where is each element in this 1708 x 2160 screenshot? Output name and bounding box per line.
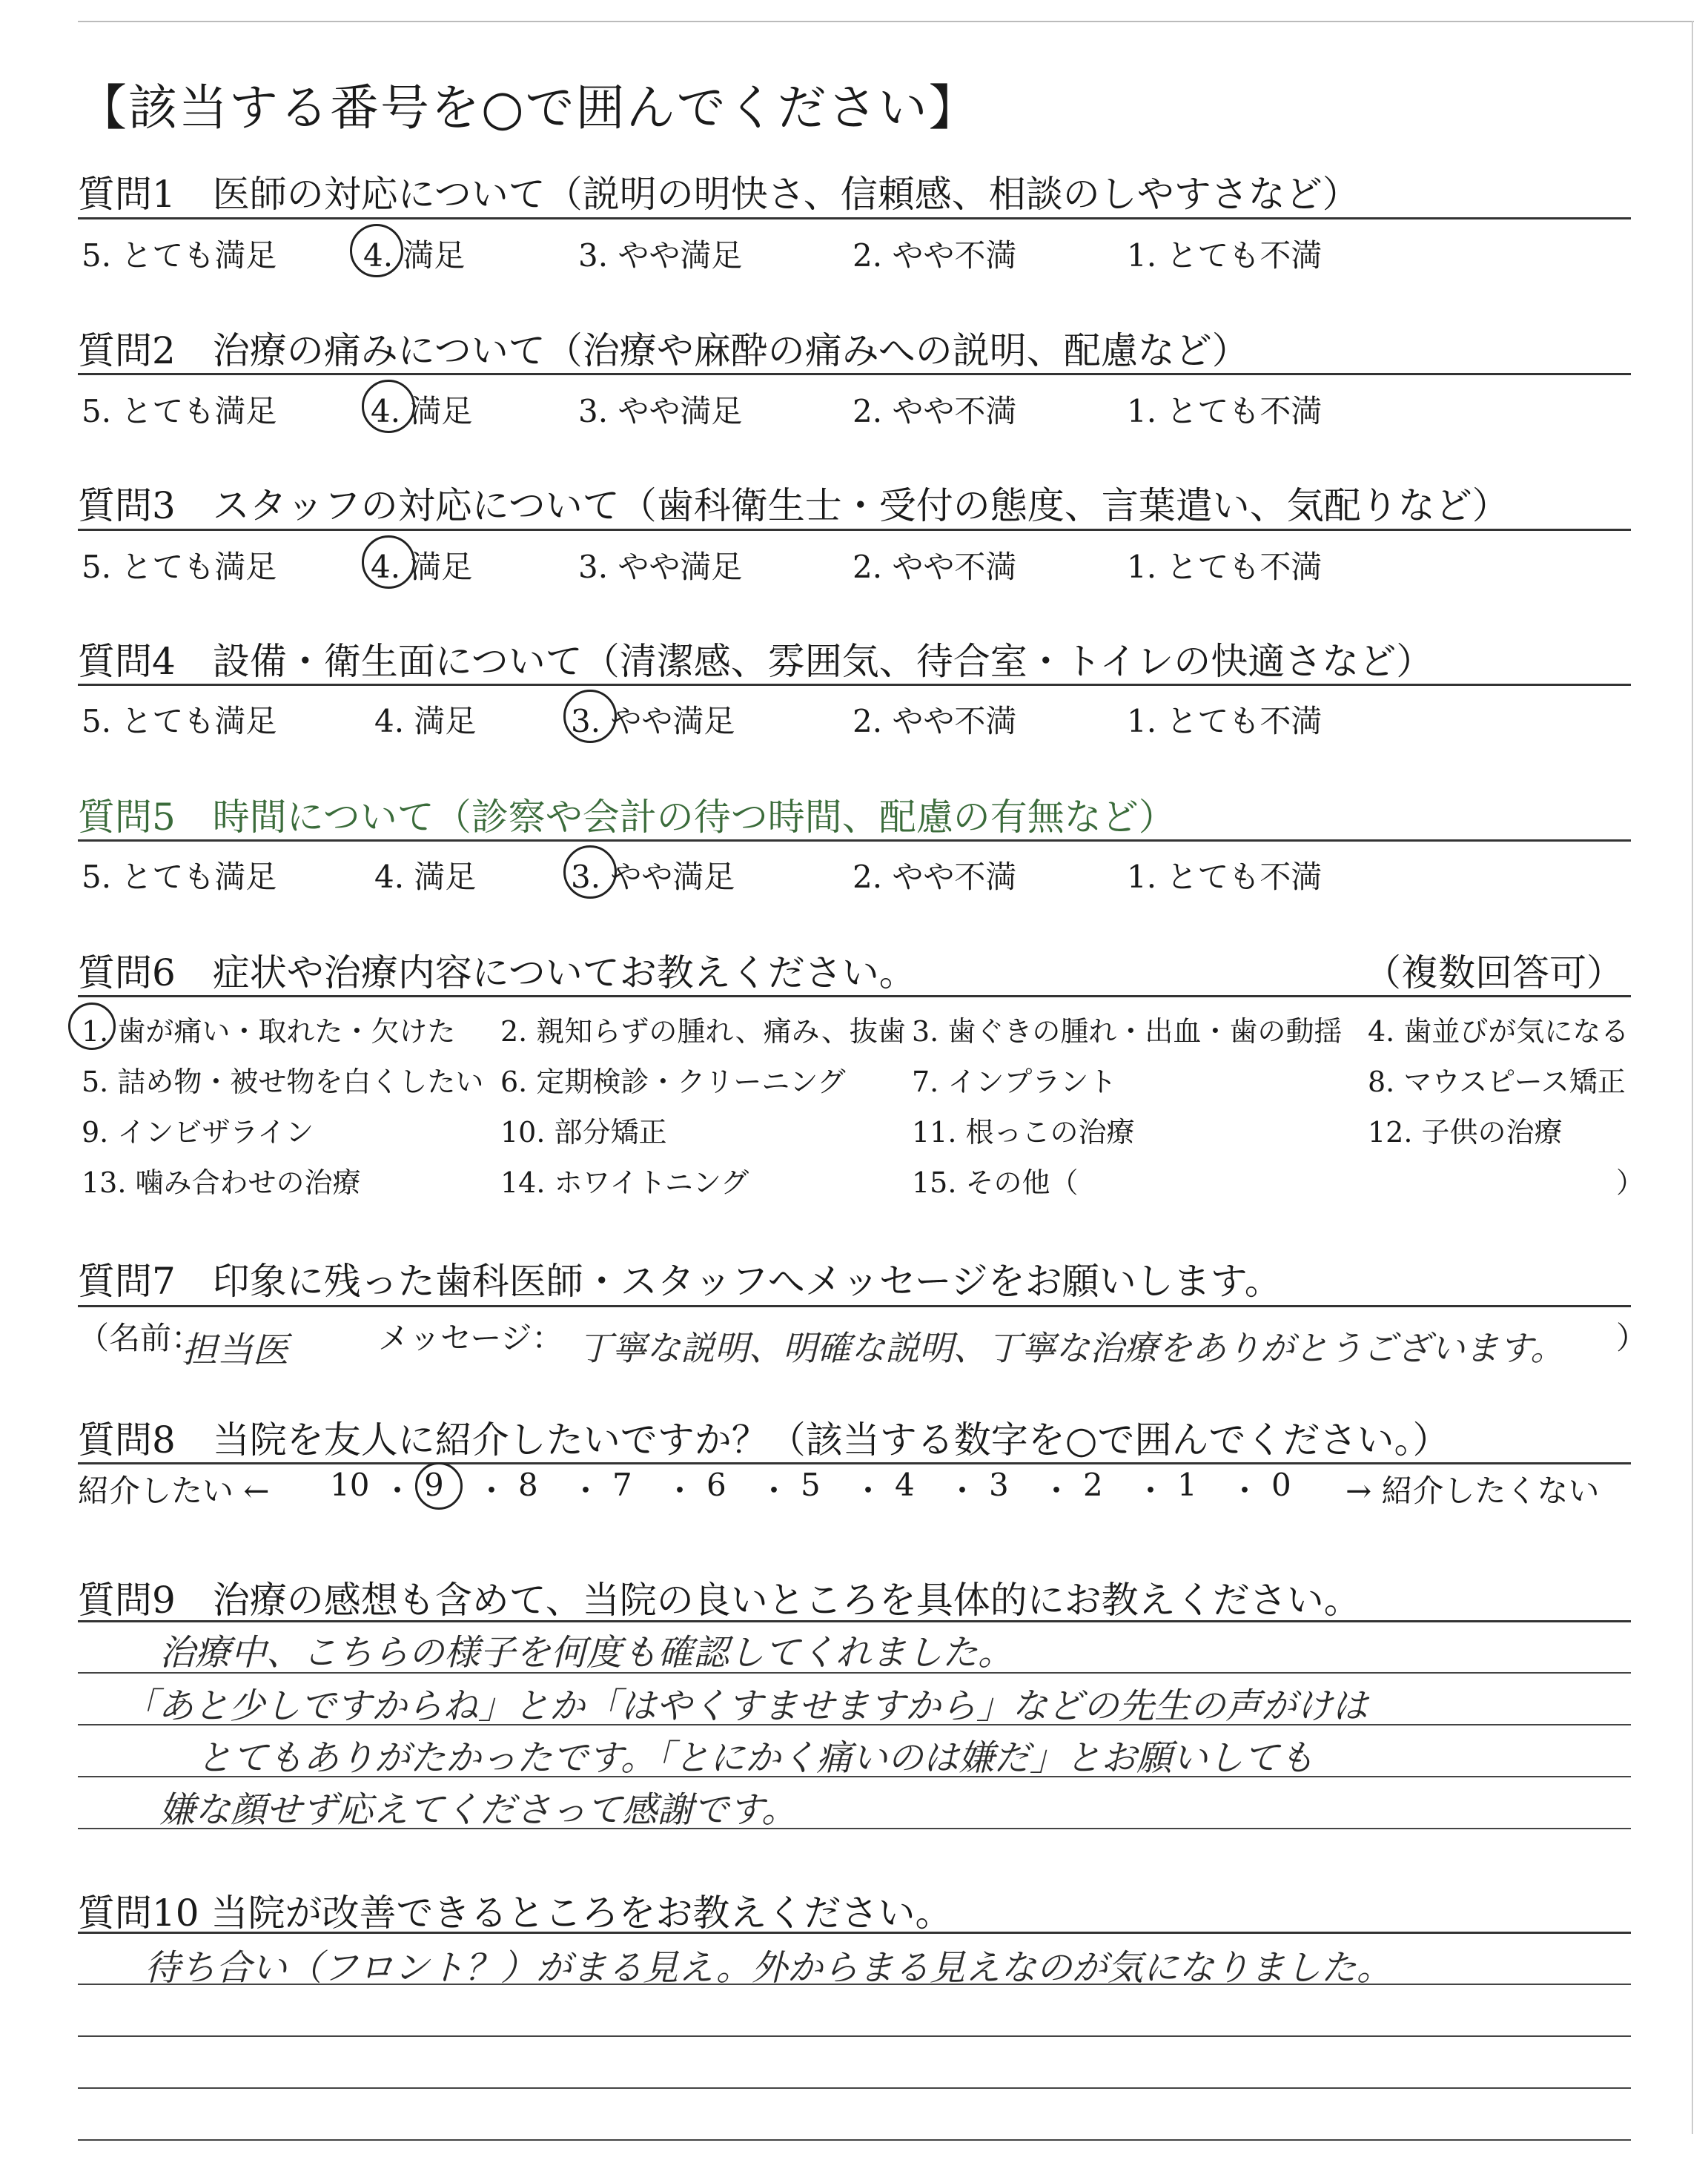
q4-option-5[interactable]: 5. とても満足 [82, 703, 277, 739]
q3-option-4[interactable]: 4. 満足 [371, 549, 473, 585]
q8-scale-9[interactable]: 9 [424, 1467, 444, 1503]
q4-title: 質問4 設備・衛生面について（清潔感、雰囲気、待合室・トイレの快適さなど） [78, 640, 1434, 683]
q7-name-label: （名前： [78, 1320, 203, 1356]
q3-option-2[interactable]: 2. やや不満 [853, 549, 1017, 585]
q4-option-3[interactable]: 3. やや満足 [571, 703, 735, 739]
q6-option-9[interactable]: 9. インビザライン [82, 1116, 314, 1149]
q8-scale-separator: ・ [1041, 1473, 1073, 1509]
q6-option-13[interactable]: 13. 噛み合わせの治療 [82, 1166, 361, 1199]
q8-scale-separator: ・ [1135, 1473, 1167, 1509]
q6-option-6[interactable]: 6. 定期検診・クリーニング [500, 1066, 846, 1098]
q8-scale-1[interactable]: 1 [1177, 1467, 1197, 1503]
q4-option-2[interactable]: 2. やや不満 [853, 703, 1017, 739]
q8-scale-4[interactable]: 4 [895, 1467, 915, 1503]
q1-option-3[interactable]: 3. やや満足 [578, 237, 743, 274]
q6-option-15[interactable]: 15. その他（ [912, 1166, 1079, 1199]
q5-option-2[interactable]: 2. やや不満 [853, 859, 1017, 895]
q8-scale-7[interactable]: 7 [612, 1467, 632, 1503]
q8-scale-separator: ・ [382, 1473, 414, 1509]
q8-scale-0[interactable]: 0 [1271, 1467, 1291, 1503]
q7-name-value[interactable]: 担当医 [182, 1330, 289, 1371]
q8-scale-8[interactable]: 8 [518, 1467, 538, 1503]
q6-option-2[interactable]: 2. 親知らずの腫れ、痛み、抜歯 [500, 1015, 906, 1048]
page-top-border [78, 21, 1694, 22]
q2-option-4[interactable]: 4. 満足 [371, 393, 473, 429]
q5-option-4[interactable]: 4. 満足 [374, 859, 477, 895]
q3-answer-circle [362, 535, 415, 589]
q6-answer-circle [68, 1003, 116, 1050]
q9-rule [78, 1620, 1631, 1622]
q5-rule [78, 839, 1631, 842]
q9-answer-line-3[interactable]: とてもありがたかったです。「とにかく痛いのは嫌だ」とお願いしても [196, 1737, 1315, 1779]
q4-rule [78, 684, 1631, 686]
q5-title-text: 質問5 時間について（診察や会計の待つ時間、配慮の有無など） [78, 796, 1176, 839]
q2-answer-circle [362, 380, 415, 433]
q5-title [78, 787, 1176, 841]
q10-line-4 [78, 2139, 1631, 2141]
q10-answer-line-1[interactable]: 待ち合い（フロント？）がまる見え。外からまる見えなのが気になりました。 [145, 1947, 1392, 1989]
q6-option-11[interactable]: 11. 根っこの治療 [912, 1116, 1135, 1149]
q7-message-value[interactable]: 丁寧な説明、明確な説明、丁寧な治療をありがとうございます。 [578, 1328, 1565, 1368]
q9-answer-line-4[interactable]: 嫌な顔せず応えてくださって感謝です。 [159, 1789, 798, 1831]
q1-option-5[interactable]: 5. とても満足 [82, 237, 277, 274]
q1-option-1[interactable]: 1. とても不満 [1127, 237, 1323, 274]
q1-title: 質問1 医師の対応について（説明の明快さ、信頼感、相談のしやすさなど） [78, 173, 1360, 216]
q8-scale-separator: ・ [1229, 1473, 1261, 1509]
q3-rule [78, 529, 1631, 531]
q8-left-label: 紹介したい ← [78, 1473, 270, 1509]
q8-scale-5[interactable]: 5 [801, 1467, 821, 1503]
q2-option-2[interactable]: 2. やや不満 [853, 393, 1017, 429]
q8-title: 質問8 当院を友人に紹介したいですか？（該当する数字を○で囲んでください。） [78, 1418, 1450, 1462]
q6-note: （複数回答可） [1364, 951, 1623, 994]
q6-option-14[interactable]: 14. ホワイトニング [500, 1166, 749, 1199]
q6-title: 質問6 症状や治療内容についてお教えください。 [78, 951, 916, 994]
q3-title: 質問3 スタッフの対応について（歯科衛生士・受付の態度、言葉遣い、気配りなど） [78, 484, 1509, 527]
q7-message-label: メッセージ： [378, 1320, 563, 1356]
q2-rule [78, 373, 1631, 375]
q6-option-15-close: ） [1616, 1166, 1645, 1199]
q6-option-10[interactable]: 10. 部分矯正 [500, 1116, 667, 1149]
q8-scale-separator: ・ [664, 1473, 696, 1509]
q6-option-1[interactable]: 1. 歯が痛い・取れた・欠けた [82, 1015, 456, 1048]
q8-scale-separator: ・ [947, 1473, 979, 1509]
q6-option-12[interactable]: 12. 子供の治療 [1368, 1116, 1563, 1149]
q3-option-5[interactable]: 5. とても満足 [82, 549, 277, 585]
q5-option-1[interactable]: 1. とても不満 [1127, 859, 1323, 895]
q8-right-label: → 紹介したくない [1345, 1473, 1600, 1509]
q8-rule [78, 1462, 1631, 1464]
q4-option-1[interactable]: 1. とても不満 [1127, 703, 1323, 739]
q8-scale-separator: ・ [570, 1473, 602, 1509]
q2-option-1[interactable]: 1. とても不満 [1127, 393, 1323, 429]
page-right-border [1692, 21, 1693, 2134]
q3-option-3[interactable]: 3. やや満足 [578, 549, 743, 585]
q8-scale-separator: ・ [853, 1473, 884, 1509]
q8-scale-3[interactable]: 3 [989, 1467, 1009, 1503]
q9-title: 質問9 治療の感想も含めて、当院の良いところを具体的にお教えください。 [78, 1579, 1361, 1622]
q1-answer-circle [350, 224, 403, 277]
q6-option-3[interactable]: 3. 歯ぐきの腫れ・出血・歯の動揺 [912, 1015, 1343, 1048]
q6-option-4[interactable]: 4. 歯並びが気になる [1368, 1015, 1629, 1048]
q8-scale-10[interactable]: 10 [330, 1467, 370, 1503]
q7-close-paren: ） [1616, 1320, 1648, 1356]
q9-answer-line-2[interactable]: 「あと少しですからね」とか「はやくすませますから」などの先生の声がけは [122, 1685, 1368, 1727]
q6-option-8[interactable]: 8. マウスピース矯正 [1368, 1066, 1626, 1098]
q8-scale-6[interactable]: 6 [706, 1467, 726, 1503]
q7-title: 質問7 印象に残った歯科医師・スタッフへメッセージをお願いします。 [78, 1260, 1282, 1303]
q10-rule [78, 1932, 1631, 1934]
q10-title: 質問10 当院が改善できるところをお教えください。 [78, 1892, 953, 1935]
q7-rule [78, 1305, 1631, 1307]
q2-option-5[interactable]: 5. とても満足 [82, 393, 277, 429]
q10-line-3 [78, 2087, 1631, 2089]
q5-option-5[interactable]: 5. とても満足 [82, 859, 277, 895]
q6-option-5[interactable]: 5. 詰め物・被せ物を白くしたい [82, 1066, 484, 1098]
q8-scale-separator: ・ [476, 1473, 508, 1509]
q1-option-2[interactable]: 2. やや不満 [853, 237, 1017, 274]
q9-answer-line-1[interactable]: 治療中、こちらの様子を何度も確認してくれました。 [159, 1632, 1014, 1674]
q6-option-7[interactable]: 7. インプラント [912, 1066, 1117, 1098]
q3-option-1[interactable]: 1. とても不満 [1127, 549, 1323, 585]
q1-rule [78, 217, 1631, 219]
q5-option-3[interactable]: 3. やや満足 [571, 859, 735, 895]
q6-rule [78, 995, 1631, 997]
form-heading: 【該当する番号を○で囲んでください】 [78, 79, 979, 136]
q8-scale-2[interactable]: 2 [1083, 1467, 1103, 1503]
q8-scale-separator: ・ [758, 1473, 790, 1509]
q8-answer-circle [415, 1462, 463, 1510]
q4-option-4[interactable]: 4. 満足 [374, 703, 477, 739]
q4-answer-circle [563, 690, 617, 743]
q1-option-4[interactable]: 4. 満足 [363, 237, 466, 274]
q2-option-3[interactable]: 3. やや満足 [578, 393, 743, 429]
q2-title: 質問2 治療の痛みについて（治療や麻酔の痛みへの説明、配慮など） [78, 329, 1249, 372]
q5-answer-circle [563, 845, 617, 899]
q10-line-2 [78, 2035, 1631, 2037]
